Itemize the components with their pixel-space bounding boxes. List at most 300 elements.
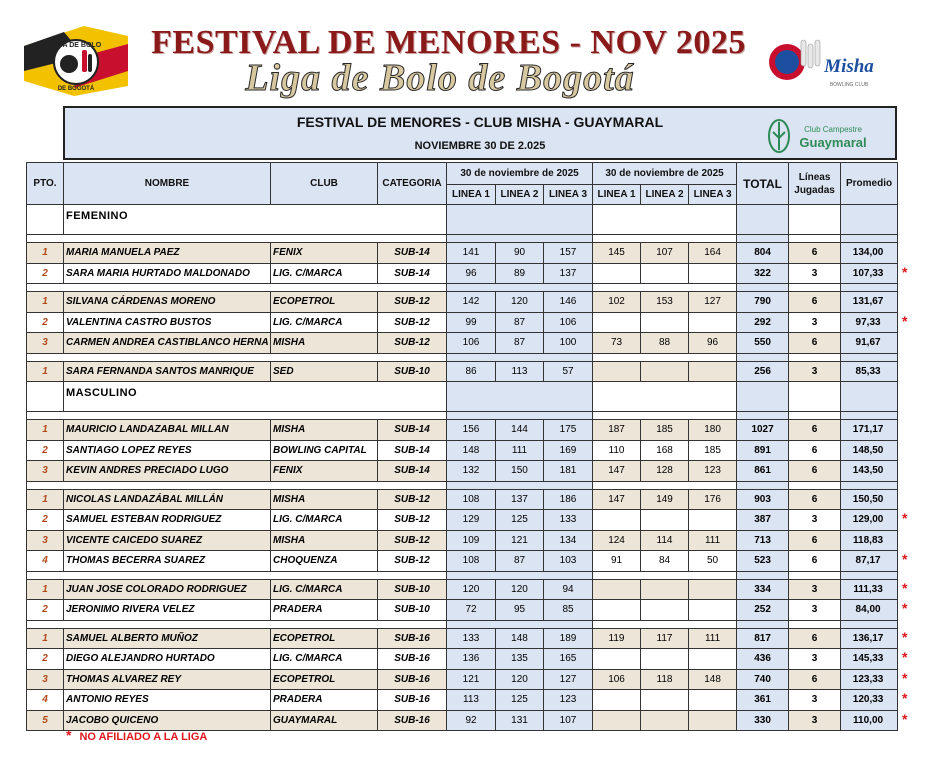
score-cell [641, 510, 689, 531]
club-cell: SED [271, 361, 378, 382]
header-linea-4: LINEA 1 [593, 185, 641, 205]
page-subtitle: Liga de Bolo de Bogotá [245, 57, 635, 99]
section-spacer [27, 382, 64, 412]
score-cell: 145 [593, 243, 641, 264]
lineas-cell: 3 [789, 312, 841, 333]
spacer-cell [789, 620, 841, 628]
table-row [27, 243, 898, 264]
club-logo-line1: Club Campestre [804, 125, 862, 134]
promedio-cell: 110,00 [841, 710, 898, 731]
spacer-cell [27, 235, 447, 243]
lineas-cell: 6 [789, 530, 841, 551]
score-cell: 113 [447, 690, 496, 711]
score-cell: 156 [447, 420, 496, 441]
pto-cell: 3 [27, 461, 64, 482]
category-cell: SUB-10 [378, 361, 447, 382]
pto-cell: 3 [27, 530, 64, 551]
total-cell: 523 [737, 551, 789, 572]
total-cell: 550 [737, 333, 789, 354]
score-cell [641, 649, 689, 670]
section-fill [593, 205, 737, 235]
category-cell: SUB-16 [378, 690, 447, 711]
name-cell: SAMUEL ALBERTO MUÑOZ [64, 628, 271, 649]
name-cell: DIEGO ALEJANDRO HURTADO [64, 649, 271, 670]
score-cell: 132 [447, 461, 496, 482]
spacer-cell [789, 481, 841, 489]
total-cell: 1027 [737, 420, 789, 441]
lineas-cell: 6 [789, 628, 841, 649]
not-affiliated-star: * [902, 670, 908, 686]
score-cell [593, 312, 641, 333]
score-cell: 165 [544, 649, 593, 670]
lineas-cell: 3 [789, 579, 841, 600]
table-row [27, 628, 898, 649]
spacer-cell [841, 571, 898, 579]
score-cell: 107 [544, 710, 593, 731]
spacer-cell [447, 620, 593, 628]
score-cell: 85 [544, 600, 593, 621]
pto-cell: 2 [27, 312, 64, 333]
score-cell: 96 [689, 333, 737, 354]
club-cell: GUAYMARAL [271, 710, 378, 731]
not-affiliated-star: * [902, 629, 908, 645]
score-cell: 99 [447, 312, 496, 333]
pto-cell: 2 [27, 440, 64, 461]
spacer-cell [737, 235, 789, 243]
not-affiliated-star: * [902, 264, 908, 280]
score-cell: 164 [689, 243, 737, 264]
category-cell: SUB-12 [378, 489, 447, 510]
score-cell: 133 [544, 510, 593, 531]
header-group-1: 30 de noviembre de 2025 [447, 163, 593, 185]
category-cell: SUB-10 [378, 600, 447, 621]
name-cell: SARA FERNANDA SANTOS MANRIQUE [64, 361, 271, 382]
lineas-cell: 3 [789, 600, 841, 621]
total-cell: 817 [737, 628, 789, 649]
score-cell [689, 361, 737, 382]
promedio-cell: 87,17 [841, 551, 898, 572]
score-cell: 50 [689, 551, 737, 572]
liga-bolo-logo [24, 26, 128, 96]
score-cell: 148 [447, 440, 496, 461]
club-cell: PRADERA [271, 690, 378, 711]
score-cell: 120 [496, 669, 544, 690]
score-cell: 92 [447, 710, 496, 731]
header-linea-3: LINEA 3 [544, 185, 593, 205]
table-row [27, 420, 898, 441]
spacer-cell [789, 412, 841, 420]
pto-cell: 2 [27, 263, 64, 284]
score-cell: 144 [496, 420, 544, 441]
promedio-cell: 123,33 [841, 669, 898, 690]
score-cell [689, 312, 737, 333]
pto-cell: 1 [27, 243, 64, 264]
score-cell: 106 [544, 312, 593, 333]
not-affiliated-star: * [902, 551, 908, 567]
name-cell: ANTONIO REYES [64, 690, 271, 711]
score-cell: 136 [447, 649, 496, 670]
spacer-cell [737, 620, 789, 628]
pto-cell: 1 [27, 579, 64, 600]
promedio-cell: 171,17 [841, 420, 898, 441]
club-cell: ECOPETROL [271, 292, 378, 313]
spacer-cell [593, 412, 737, 420]
promedio-cell: 134,00 [841, 243, 898, 264]
spacer-row [27, 412, 898, 420]
club-cell: MISHA [271, 530, 378, 551]
table-row [27, 669, 898, 690]
total-cell: 903 [737, 489, 789, 510]
total-cell: 436 [737, 649, 789, 670]
category-cell: SUB-16 [378, 649, 447, 670]
lineas-cell: 6 [789, 551, 841, 572]
category-cell: SUB-14 [378, 440, 447, 461]
name-cell: JERONIMO RIVERA VELEZ [64, 600, 271, 621]
promedio-cell: 97,33 [841, 312, 898, 333]
header-pto: PTO. [27, 163, 64, 205]
lineas-cell: 6 [789, 461, 841, 482]
misha-logo [765, 36, 885, 92]
score-cell: 87 [496, 312, 544, 333]
name-cell: VICENTE CAICEDO SUAREZ [64, 530, 271, 551]
score-cell: 137 [496, 489, 544, 510]
spacer-cell [789, 284, 841, 292]
score-cell: 134 [544, 530, 593, 551]
score-cell: 86 [447, 361, 496, 382]
club-cell: LIG. C/MARCA [271, 649, 378, 670]
spacer-cell [27, 620, 447, 628]
header-linea-5: LINEA 2 [641, 185, 689, 205]
total-cell: 790 [737, 292, 789, 313]
spacer-cell [27, 284, 447, 292]
score-cell: 123 [544, 690, 593, 711]
section-fill [789, 205, 841, 235]
score-cell: 88 [641, 333, 689, 354]
spacer-cell [447, 284, 593, 292]
lineas-cell: 3 [789, 263, 841, 284]
section-fill [593, 382, 737, 412]
table-row [27, 440, 898, 461]
promedio-cell: 143,50 [841, 461, 898, 482]
score-cell: 185 [689, 440, 737, 461]
spacer-cell [593, 571, 737, 579]
table-row [27, 649, 898, 670]
not-affiliated-star: * [902, 313, 908, 329]
not-affiliated-star: * [902, 600, 908, 616]
spacer-cell [27, 353, 447, 361]
score-cell: 107 [641, 243, 689, 264]
club-cell: FENIX [271, 243, 378, 264]
score-cell: 120 [496, 292, 544, 313]
name-cell: THOMAS ALVAREZ REY [64, 669, 271, 690]
club-cell: LIG. C/MARCA [271, 312, 378, 333]
score-cell: 125 [496, 690, 544, 711]
total-cell: 330 [737, 710, 789, 731]
footnote-text: NO AFILIADO A LA LIGA [79, 731, 208, 743]
section-fill [447, 205, 593, 235]
lineas-cell: 3 [789, 710, 841, 731]
score-cell: 147 [593, 489, 641, 510]
promedio-cell: 150,50 [841, 489, 898, 510]
guaymaral-logo [765, 112, 875, 156]
name-cell: JACOBO QUICENO [64, 710, 271, 731]
score-cell: 185 [641, 420, 689, 441]
score-cell [593, 600, 641, 621]
score-cell: 169 [544, 440, 593, 461]
pto-cell: 2 [27, 600, 64, 621]
category-cell: SUB-14 [378, 243, 447, 264]
score-cell: 176 [689, 489, 737, 510]
score-cell: 118 [641, 669, 689, 690]
club-cell: PRADERA [271, 600, 378, 621]
pto-cell: 1 [27, 489, 64, 510]
score-cell: 73 [593, 333, 641, 354]
page-header [0, 0, 926, 100]
promedio-cell: 111,33 [841, 579, 898, 600]
score-cell [593, 510, 641, 531]
promedio-cell: 84,00 [841, 600, 898, 621]
table-row [27, 292, 898, 313]
score-cell: 150 [496, 461, 544, 482]
spacer-row [27, 620, 898, 628]
category-cell: SUB-12 [378, 312, 447, 333]
score-cell: 148 [689, 669, 737, 690]
score-cell [641, 312, 689, 333]
promedio-cell: 120,33 [841, 690, 898, 711]
pto-cell: 1 [27, 420, 64, 441]
spacer-cell [789, 353, 841, 361]
promedio-cell: 145,33 [841, 649, 898, 670]
score-cell: 181 [544, 461, 593, 482]
lineas-cell: 6 [789, 243, 841, 264]
lineas-cell: 3 [789, 690, 841, 711]
section-spacer [27, 205, 64, 235]
spacer-row [27, 284, 898, 292]
score-cell: 157 [544, 243, 593, 264]
score-cell: 128 [641, 461, 689, 482]
score-cell: 100 [544, 333, 593, 354]
club-cell: MISHA [271, 420, 378, 441]
total-cell: 740 [737, 669, 789, 690]
score-cell: 95 [496, 600, 544, 621]
club-logo-line2: Guaymaral [799, 135, 867, 150]
spacer-cell [447, 235, 593, 243]
score-cell: 90 [496, 243, 544, 264]
spacer-cell [841, 235, 898, 243]
pto-cell: 1 [27, 292, 64, 313]
spacer-cell [841, 481, 898, 489]
name-cell: SILVANA CÁRDENAS MORENO [64, 292, 271, 313]
name-cell: JUAN JOSE COLORADO RODRIGUEZ [64, 579, 271, 600]
score-cell: 187 [593, 420, 641, 441]
total-cell: 713 [737, 530, 789, 551]
score-cell [641, 361, 689, 382]
section-fill [789, 382, 841, 412]
category-cell: SUB-12 [378, 530, 447, 551]
pto-cell: 1 [27, 361, 64, 382]
club-cell: MISHA [271, 489, 378, 510]
score-cell: 125 [496, 510, 544, 531]
spacer-cell [737, 571, 789, 579]
lineas-cell: 6 [789, 669, 841, 690]
score-cell: 57 [544, 361, 593, 382]
not-affiliated-star: * [902, 580, 908, 596]
score-cell: 91 [593, 551, 641, 572]
header-nombre: NOMBRE [64, 163, 271, 205]
score-cell: 141 [447, 243, 496, 264]
spacer-row [27, 571, 898, 579]
club-cell: BOWLING CAPITAL [271, 440, 378, 461]
club-cell: LIG. C/MARCA [271, 263, 378, 284]
score-cell: 109 [447, 530, 496, 551]
score-cell: 121 [447, 669, 496, 690]
lineas-cell: 3 [789, 361, 841, 382]
promedio-cell: 91,67 [841, 333, 898, 354]
score-cell: 137 [544, 263, 593, 284]
promedio-cell: 136,17 [841, 628, 898, 649]
total-cell: 361 [737, 690, 789, 711]
header-lineas-jugadas: Líneas Jugadas [789, 163, 841, 205]
header-group-2: 30 de noviembre de 2025 [593, 163, 737, 185]
total-cell: 861 [737, 461, 789, 482]
table-row [27, 579, 898, 600]
page-title: FESTIVAL DE MENORES - NOV 2025 [151, 24, 746, 61]
score-cell: 180 [689, 420, 737, 441]
category-cell: SUB-12 [378, 292, 447, 313]
total-cell: 322 [737, 263, 789, 284]
name-cell: MARIA MANUELA PAEZ [64, 243, 271, 264]
table-row [27, 600, 898, 621]
score-cell: 153 [641, 292, 689, 313]
score-cell: 168 [641, 440, 689, 461]
table-row [27, 690, 898, 711]
right-logo-text: Misha [824, 56, 874, 77]
total-cell: 804 [737, 243, 789, 264]
not-affiliated-star: * [902, 711, 908, 727]
spacer-cell [447, 571, 593, 579]
header-linea-1: LINEA 1 [447, 185, 496, 205]
score-cell: 106 [593, 669, 641, 690]
banner-date: NOVIEMBRE 30 DE 2.025 [414, 140, 546, 152]
score-cell: 129 [447, 510, 496, 531]
lineas-cell: 6 [789, 333, 841, 354]
spacer-cell [789, 571, 841, 579]
score-cell: 106 [447, 333, 496, 354]
lineas-cell: 6 [789, 420, 841, 441]
score-cell [689, 600, 737, 621]
category-cell: SUB-12 [378, 510, 447, 531]
category-cell: SUB-16 [378, 710, 447, 731]
score-cell [593, 263, 641, 284]
spacer-cell [593, 284, 737, 292]
score-cell: 119 [593, 628, 641, 649]
score-cell: 114 [641, 530, 689, 551]
event-banner [63, 106, 897, 160]
score-cell: 87 [496, 551, 544, 572]
score-cell [593, 649, 641, 670]
spacer-cell [841, 412, 898, 420]
header-categoria: CATEGORIA [378, 163, 447, 205]
club-cell: LIG. C/MARCA [271, 510, 378, 531]
score-cell [593, 579, 641, 600]
header-linea-6: LINEA 3 [689, 185, 737, 205]
score-cell: 120 [447, 579, 496, 600]
score-cell [689, 579, 737, 600]
total-cell: 256 [737, 361, 789, 382]
pto-cell: 3 [27, 669, 64, 690]
score-cell: 113 [496, 361, 544, 382]
score-cell: 108 [447, 489, 496, 510]
score-cell: 127 [689, 292, 737, 313]
score-cell: 89 [496, 263, 544, 284]
category-cell: SUB-14 [378, 461, 447, 482]
total-cell: 292 [737, 312, 789, 333]
spacer-cell [593, 620, 737, 628]
category-cell: SUB-14 [378, 263, 447, 284]
name-cell: SANTIAGO LOPEZ REYES [64, 440, 271, 461]
not-affiliated-star: * [902, 649, 908, 665]
spacer-row [27, 481, 898, 489]
club-cell: MISHA [271, 333, 378, 354]
club-cell: CHOQUENZA [271, 551, 378, 572]
category-cell: SUB-12 [378, 333, 447, 354]
results-table [26, 162, 898, 731]
spacer-row [27, 353, 898, 361]
table-row [27, 263, 898, 284]
left-logo-text: LIGA DE BOLO [50, 42, 102, 49]
section-fill [447, 382, 593, 412]
spacer-cell [447, 353, 593, 361]
score-cell: 131 [496, 710, 544, 731]
spacer-row [27, 235, 898, 243]
name-cell: VALENTINA CASTRO BUSTOS [64, 312, 271, 333]
spacer-cell [447, 481, 593, 489]
score-cell: 84 [641, 551, 689, 572]
table-row [27, 510, 898, 531]
pto-cell: 2 [27, 649, 64, 670]
table-row [27, 312, 898, 333]
pto-cell: 2 [27, 510, 64, 531]
score-cell: 148 [496, 628, 544, 649]
score-cell: 110 [593, 440, 641, 461]
promedio-cell: 129,00 [841, 510, 898, 531]
left-logo-subtext: DE BOGOTÁ [57, 86, 95, 92]
table-row [27, 461, 898, 482]
score-cell: 135 [496, 649, 544, 670]
score-cell: 94 [544, 579, 593, 600]
section-fill [841, 382, 898, 412]
score-cell: 142 [447, 292, 496, 313]
pto-cell: 5 [27, 710, 64, 731]
table-row [27, 489, 898, 510]
spacer-cell [841, 284, 898, 292]
section-label-masculino: MASCULINO [64, 382, 447, 412]
score-cell: 96 [447, 263, 496, 284]
spacer-cell [789, 235, 841, 243]
score-cell: 146 [544, 292, 593, 313]
score-cell: 127 [544, 669, 593, 690]
score-cell: 102 [593, 292, 641, 313]
not-affiliated-star: * [902, 510, 908, 526]
category-cell: SUB-12 [378, 551, 447, 572]
promedio-cell: 118,83 [841, 530, 898, 551]
section-fill [737, 205, 789, 235]
name-cell: SAMUEL ESTEBAN RODRIGUEZ [64, 510, 271, 531]
spacer-cell [27, 571, 447, 579]
score-cell: 111 [496, 440, 544, 461]
score-cell: 175 [544, 420, 593, 441]
section-row [27, 382, 898, 412]
